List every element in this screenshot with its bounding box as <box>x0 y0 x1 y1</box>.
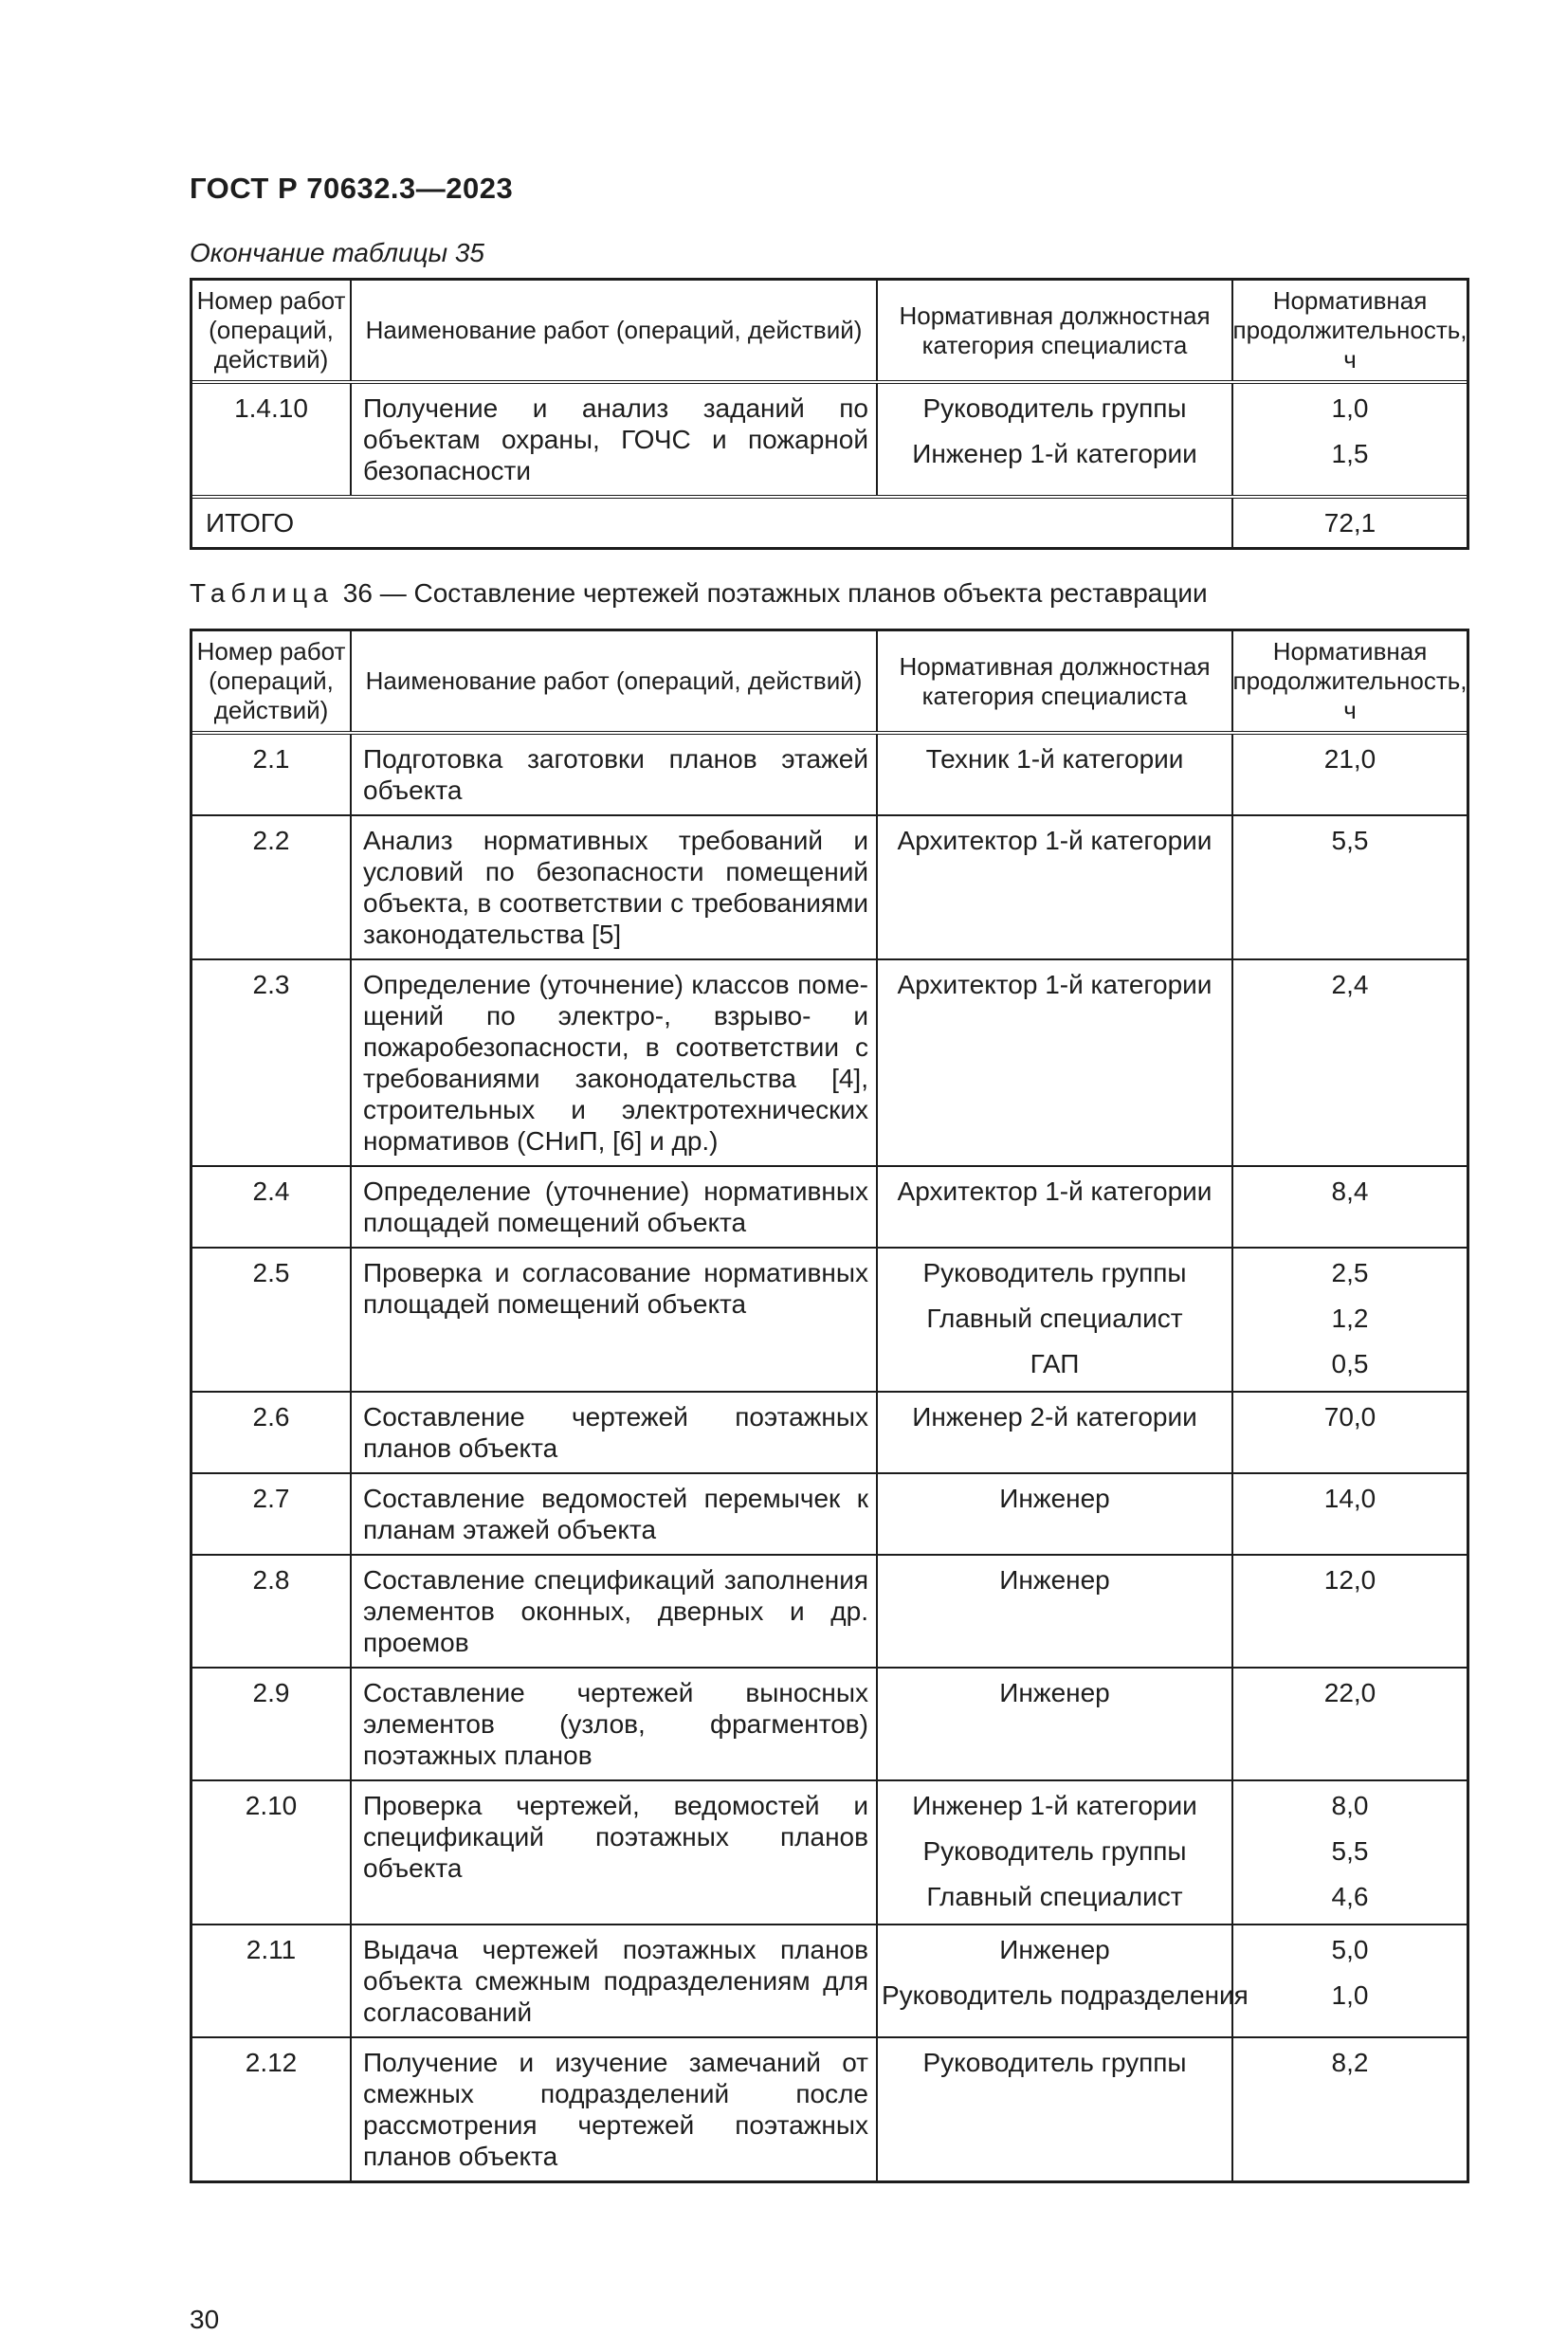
duration-line: 8,0 <box>1331 1791 1369 1820</box>
duration-line: 1,5 <box>1331 439 1369 468</box>
table-36-caption-text: 36 — Составление чертежей поэтажных планов объекта реставрации <box>342 578 1208 608</box>
table-row <box>192 960 1467 1167</box>
work-number-cell: 2.4 <box>192 1167 352 1247</box>
duration-cell <box>1233 1669 1467 1779</box>
page-number: 30 <box>190 2305 220 2334</box>
duration-line: 5,0 <box>1331 1935 1369 1964</box>
specialist-line: Руководитель группы <box>922 393 1187 423</box>
header-work-name: Наименование работ (операций, действий) <box>352 631 878 731</box>
duration-line: 1,2 <box>1331 1304 1369 1333</box>
specialist-cell <box>878 1925 1249 2036</box>
work-name-cell: Составление чертежей поэтажных планов объекта <box>352 1393 878 1472</box>
work-number-cell: 2.8 <box>192 1556 352 1667</box>
table-row <box>192 1925 1467 2038</box>
table-row <box>192 2038 1467 2180</box>
specialist-line: Инженер 1-й категории <box>912 439 1197 468</box>
duration-cell <box>1233 960 1467 1165</box>
specialist-cell <box>878 384 1233 495</box>
specialist-cell <box>878 1669 1233 1779</box>
total-value-cell: 72,1 <box>1323 508 1377 538</box>
table-row <box>192 1167 1467 1249</box>
specialist-line: Инженер <box>999 1678 1110 1707</box>
specialist-cell <box>878 1474 1233 1554</box>
duration-cell <box>1233 2038 1467 2180</box>
duration-cell <box>1233 735 1467 814</box>
duration-line: 0,5 <box>1331 1349 1369 1378</box>
table-row <box>192 1781 1467 1925</box>
specialist-cell <box>878 960 1233 1165</box>
specialist-cell <box>878 735 1233 814</box>
table-36-header-row <box>192 631 1467 735</box>
table-36 <box>190 629 1469 2183</box>
specialist-line: Инженер <box>999 1935 1110 1964</box>
work-name-cell: Получение и изучение замечаний от смежных подразделений после рассмотрения чертежей поэтажных планов объекта <box>352 2038 878 2180</box>
duration-line: 5,5 <box>1331 1836 1369 1866</box>
specialist-cell <box>878 1781 1233 1924</box>
work-name-cell: Проверка и согласование нормативных площадей помещений объекта <box>352 1249 878 1391</box>
header-work-number: Номер работ (операций, действий) <box>192 631 352 731</box>
work-number-cell: 2.2 <box>192 816 352 958</box>
specialist-cell <box>878 1167 1233 1247</box>
work-name-cell: Определение (уточнение) классов помещений по электро-, взрыво- и пожаробезопасности, в соответствии с требованиями законодательства [4], строительных и электротехнических нормативов (СНиП, [6] и др.) <box>352 960 878 1165</box>
header-duration: Нормативная продолжительность, ч <box>1232 637 1468 724</box>
total-label-cell: ИТОГО <box>192 499 1233 547</box>
work-number-cell: 2.12 <box>192 2038 352 2180</box>
duration-line: 14,0 <box>1323 1484 1377 1513</box>
specialist-line: Архитектор 1-й категории <box>897 970 1212 999</box>
table-row <box>192 1393 1467 1474</box>
specialist-line: Архитектор 1-й категории <box>897 826 1212 855</box>
duration-line: 70,0 <box>1323 1402 1377 1432</box>
duration-line: 8,4 <box>1331 1177 1369 1206</box>
header-specialist-category: Нормативная должностная категория специалиста <box>878 631 1233 731</box>
duration-cell <box>1233 1393 1467 1472</box>
duration-line: 1,0 <box>1331 1980 1369 2010</box>
duration-line: 5,5 <box>1331 826 1369 855</box>
table-row <box>192 1669 1467 1781</box>
work-number-cell: 2.1 <box>192 735 352 814</box>
specialist-cell <box>878 1249 1233 1391</box>
specialist-line: Главный специалист <box>926 1304 1183 1333</box>
specialist-line: Главный специалист <box>926 1882 1183 1911</box>
work-number-cell: 2.6 <box>192 1393 352 1472</box>
duration-line: 1,0 <box>1331 393 1369 423</box>
header-work-name: Наименование работ (операций, действий) <box>352 281 878 380</box>
work-name-cell: Выдача чертежей поэтажных планов объекта смежным подразделениям для согласований <box>352 1925 878 2036</box>
duration-line: 4,6 <box>1331 1882 1369 1911</box>
specialist-cell <box>878 1393 1233 1472</box>
table-row <box>192 1556 1467 1669</box>
table-35 <box>190 278 1469 550</box>
specialist-cell <box>878 2038 1233 2180</box>
duration-cell <box>1233 1556 1467 1667</box>
duration-cell <box>1233 1167 1467 1247</box>
table-row <box>192 384 1467 495</box>
specialist-line: Инженер <box>999 1484 1110 1513</box>
total-row <box>192 495 1467 547</box>
table-35-header-row <box>192 281 1467 384</box>
work-number-cell: 2.9 <box>192 1669 352 1779</box>
duration-line: 22,0 <box>1323 1678 1377 1707</box>
duration-cell <box>1233 1474 1467 1554</box>
document-code: ГОСТ Р 70632.3—2023 <box>190 172 514 205</box>
work-number-cell: 2.3 <box>192 960 352 1165</box>
work-number-cell: 2.5 <box>192 1249 352 1391</box>
specialist-line: Инженер <box>999 1565 1110 1595</box>
duration-line: 21,0 <box>1323 744 1377 774</box>
header-specialist-category: Нормативная должностная категория специалиста <box>878 281 1233 380</box>
specialist-line: Руководитель группы <box>922 1258 1187 1287</box>
work-number-cell: 1.4.10 <box>192 384 352 495</box>
specialist-line: Инженер 2-й категории <box>912 1402 1197 1432</box>
specialist-line: ГАП <box>1030 1349 1080 1378</box>
duration-cell <box>1233 816 1467 958</box>
table-35-continuation-caption: Окончание таблицы 35 <box>190 238 484 267</box>
work-number-cell: 2.7 <box>192 1474 352 1554</box>
work-name-cell: Составление чертежей выносных элементов (узлов, фрагментов) поэтажных планов <box>352 1669 878 1779</box>
specialist-cell <box>878 816 1233 958</box>
duration-line: 8,2 <box>1331 2048 1369 2077</box>
table-row <box>192 1249 1467 1393</box>
header-work-number: Номер работ (операций, действий) <box>192 281 352 380</box>
specialist-cell <box>878 1556 1233 1667</box>
work-name-cell: Составление ведомостей перемычек к планам этажей объекта <box>352 1474 878 1554</box>
specialist-line: Инженер 1-й категории <box>912 1791 1197 1820</box>
header-duration: Нормативная продолжительность, ч <box>1232 286 1468 374</box>
work-name-cell: Анализ нормативных требований и условий по безопасности помещений объекта, в соответствии с требованиями законодательства [5] <box>352 816 878 958</box>
table-row <box>192 735 1467 816</box>
table-row <box>192 816 1467 960</box>
duration-cell <box>1233 384 1467 495</box>
duration-line: 2,4 <box>1331 970 1369 999</box>
specialist-line: Архитектор 1-й категории <box>897 1177 1212 1206</box>
work-number-cell: 2.11 <box>192 1925 352 2036</box>
table-36-caption <box>190 578 1464 609</box>
table-36-caption-word: Таблица <box>190 578 334 608</box>
work-name-cell: Получение и анализ заданий по объектам охраны, ГОЧС и пожарной безопасности <box>352 384 878 495</box>
specialist-line: Руководитель подразделения <box>882 1980 1249 2010</box>
work-name-cell: Составление спецификаций заполнения элементов оконных, дверных и др. проемов <box>352 1556 878 1667</box>
work-name-cell: Определение (уточнение) нормативных площадей помещений объекта <box>352 1167 878 1247</box>
specialist-line: Техник 1-й категории <box>925 744 1184 774</box>
specialist-line: Руководитель группы <box>922 1836 1187 1866</box>
work-name-cell: Подготовка заготовки планов этажей объекта <box>352 735 878 814</box>
duration-cell <box>1233 1925 1467 2036</box>
table-row <box>192 1474 1467 1556</box>
duration-cell <box>1233 1249 1467 1391</box>
work-number-cell: 2.10 <box>192 1781 352 1924</box>
duration-cell <box>1233 1781 1467 1924</box>
duration-line: 2,5 <box>1331 1258 1369 1287</box>
work-name-cell: Проверка чертежей, ведомостей и спецификаций поэтажных планов объекта <box>352 1781 878 1924</box>
duration-line: 12,0 <box>1323 1565 1377 1595</box>
specialist-line: Руководитель группы <box>922 2048 1187 2077</box>
